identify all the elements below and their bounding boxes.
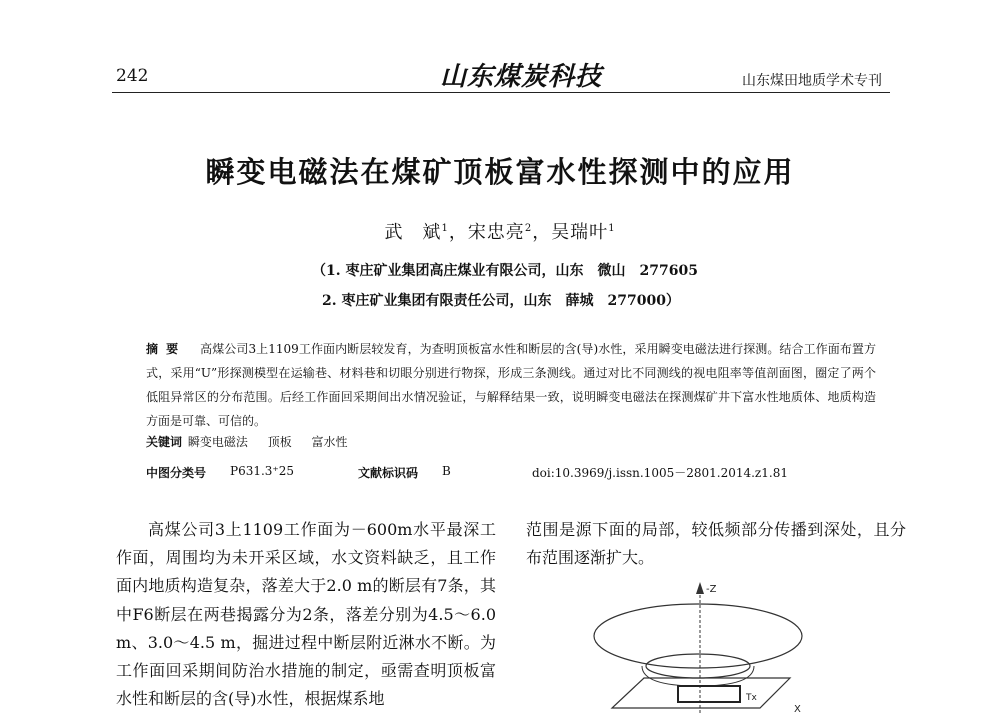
author-name: 宋忠亮 [467,222,525,243]
author-affiliation-mark: 2 [524,223,533,234]
clc-label: 中图分类号 [146,466,207,480]
field-line [642,666,754,686]
outer-field-ellipse [594,604,802,668]
author-affiliation-mark: 1 [441,223,449,234]
z-axis-arrow [696,582,704,594]
doc-code-value: B [442,464,451,478]
keyword: 顶板 [267,435,292,449]
keyword: 瞬变电磁法 [187,435,248,449]
transmitter-loop [678,686,740,702]
journal-logo: 山东煤炭科技 [440,62,603,92]
header-rule [112,92,890,93]
affiliation-1: （1. 枣庄矿业集团高庄煤业有限公司，山东 微山 277605 [312,263,698,279]
doc-code-label: 文献标识码 [358,466,419,480]
keywords [146,433,364,450]
abstract-text: 高煤公司3上1109工作面内断层较发育，为查明顶板富水性和断层的含(导)水性，采用瞬变电磁法进行探测。结合工作面布置方式，采用“U”形探测模型在运输巷、材料巷和切眼分别进行物探，形成三条测线。通过对比不同测线的视电阻率等值剖面图，圈定了两个低阻异常区的分布范围。后经工作面回采期间出水情况验证，与解释结果一致，说明瞬变电磁法在探测煤矿井下富水性地质体、地质构造方面是可靠、可信的。 [146,342,876,428]
keywords-label: 关键词 [146,435,183,449]
doi: doi:10.3969/j.issn.1005－2801.2014.z1.81 [532,466,788,480]
author-separator: ， [532,222,552,243]
keyword: 富水性 [311,435,348,449]
tem-field-diagram [590,574,870,714]
author-list [0,218,1000,244]
body-right-column: 范围是源下面的局部，较低频部分传播到深处，且分布范围逐渐扩大。 [526,520,906,568]
transmitter-loop-plane [612,678,790,708]
clc-value: P631.3⁺25 [230,464,295,478]
z-axis-label: -Z [706,584,717,595]
page-number: 242 [116,66,149,86]
body-left-column: 高煤公司3上1109工作面为－600m水平最深工作面，周围均为未开采区域，水文资料缺乏，且工作面内地质构造复杂，落差大于2.0 m的断层有7条，其中F6断层在两巷揭露分为2条，落差分别为4.5～6.0 m、3.0～4.5 m，掘进过程中断层附近淋水不断。为工作面回采期间防治水措施的制定，亟需查明顶板富水性和断层的含(导)水性，根据煤系地 [116,520,496,709]
author-separator: ， [448,222,468,243]
author-name: 武 斌 [384,222,442,243]
abstract [146,337,876,433]
x-axis-label: X [794,704,801,714]
affiliation-2: 2. 枣庄矿业集团有限责任公司，山东 薛城 277000） [322,293,680,309]
journal-issue: 山东煤田地质学术专刊 [742,73,882,89]
article-title: 瞬变电磁法在煤矿顶板富水性探测中的应用 [205,155,795,189]
author-name: 吴瑞叶 [551,222,609,243]
loop-label: Tx [746,693,757,703]
abstract-label: 摘要 [146,342,187,356]
author-affiliation-mark: 1 [608,223,616,234]
